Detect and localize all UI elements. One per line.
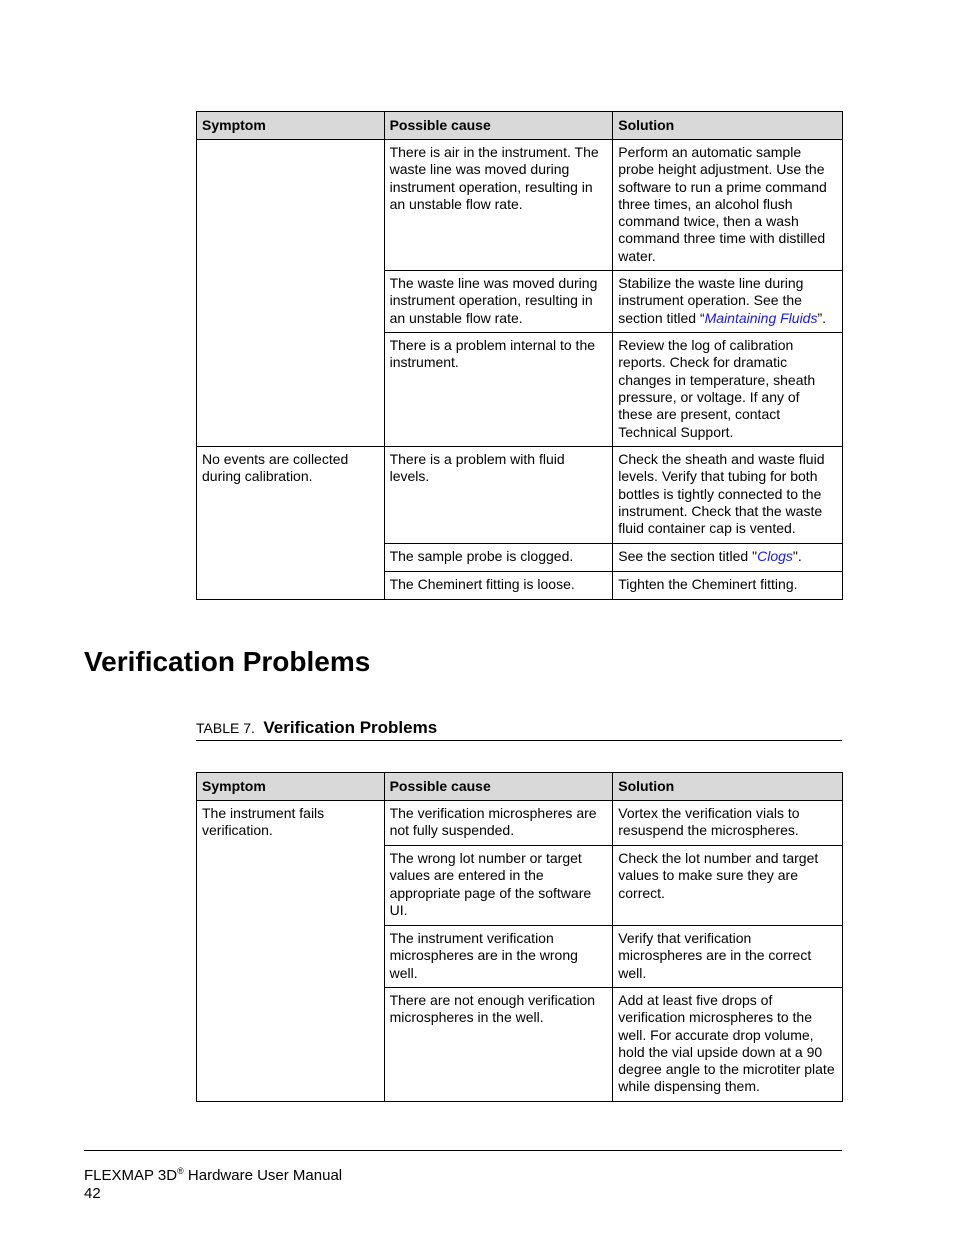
solution-cell [613,271,843,333]
solution-cell [613,544,843,572]
cause-cell: The instrument verification microspheres are in the wrong well. [384,926,613,988]
footer-product: FLEXMAP 3D [84,1167,178,1184]
table-row [197,140,843,271]
verification-problems-table [196,772,843,1102]
cause-cell: There are not enough verification microspheres in the well. [384,988,613,1102]
cause-cell: There is air in the instrument. The waste line was moved during instrument operation, resulting in an unstable flow rate. [384,140,613,271]
solution-cell: Tighten the Cheminert fitting. [613,572,843,600]
symptom-cell [197,140,385,447]
footer-divider [84,1150,842,1151]
solution-text: See the section titled " [618,548,758,565]
cause-cell: The waste line was moved during instrument operation, resulting in an unstable flow rate. [384,271,613,333]
footer-manual-name: Hardware User Manual [183,1167,343,1184]
solution-cell: Check the sheath and waste fluid levels. Verify that tubing for both bottles is tightly connected to the instrument. Check that the waste fluid container cap is vented. [613,447,843,544]
cause-cell: There is a problem with fluid levels. [384,447,613,544]
symptom-cell: The instrument fails verification. [197,801,385,1102]
header-symptom: Symptom [197,112,385,140]
footer-title [84,1162,342,1185]
solution-text: ”. [817,309,827,326]
solution-text: Stabilize the waste line during instrument operation. See the section titled “ [618,275,804,326]
solution-text: ". [792,548,802,565]
clogs-link[interactable]: Clogs [757,548,793,565]
calibration-problems-table [196,111,843,600]
cause-cell: The wrong lot number or target values are entered in the appropriate page of the software UI. [384,846,613,926]
header-symptom: Symptom [197,773,385,801]
cause-cell: The Cheminert fitting is loose. [384,572,613,600]
maintaining-fluids-link[interactable]: Maintaining Fluids [704,309,818,326]
table-header-row [197,112,843,140]
table-caption-label: TABLE 7. [196,720,255,736]
header-possible-cause: Possible cause [384,112,613,140]
cause-cell: The verification microspheres are not fully suspended. [384,801,613,846]
solution-cell: Verify that verification microspheres are in the correct well. [613,926,843,988]
table-caption-title: Verification Problems [263,718,438,737]
header-solution: Solution [613,112,843,140]
header-possible-cause: Possible cause [384,773,613,801]
table-header-row [197,773,843,801]
table-row [197,801,843,846]
cause-cell: There is a problem internal to the instrument. [384,333,613,447]
section-heading: Verification Problems [84,646,371,677]
table-caption [196,718,842,741]
cause-cell: The sample probe is clogged. [384,544,613,572]
page-footer [84,1162,342,1203]
solution-cell: Review the log of calibration reports. Check for dramatic changes in temperature, sheath pressure, or voltage. If any of these are present, contact Technical Support. [613,333,843,447]
solution-cell: Vortex the verification vials to resuspend the microspheres. [613,801,843,846]
solution-cell: Add at least five drops of verification microspheres to the well. For accurate drop volume, hold the vial upside down at a 90 degree angle to the microtiter plate while dispensing them. [613,988,843,1102]
registered-mark: ® [177,1166,184,1176]
table-row [197,447,843,544]
header-solution: Solution [613,773,843,801]
page-number: 42 [84,1185,101,1202]
solution-cell: Perform an automatic sample probe height adjustment. Use the software to run a prime command three times, an alcohol flush command twice, then a wash command three time with distilled water. [613,140,843,271]
solution-cell: Check the lot number and target values to make sure they are correct. [613,846,843,926]
symptom-cell: No events are collected during calibration. [197,447,385,600]
